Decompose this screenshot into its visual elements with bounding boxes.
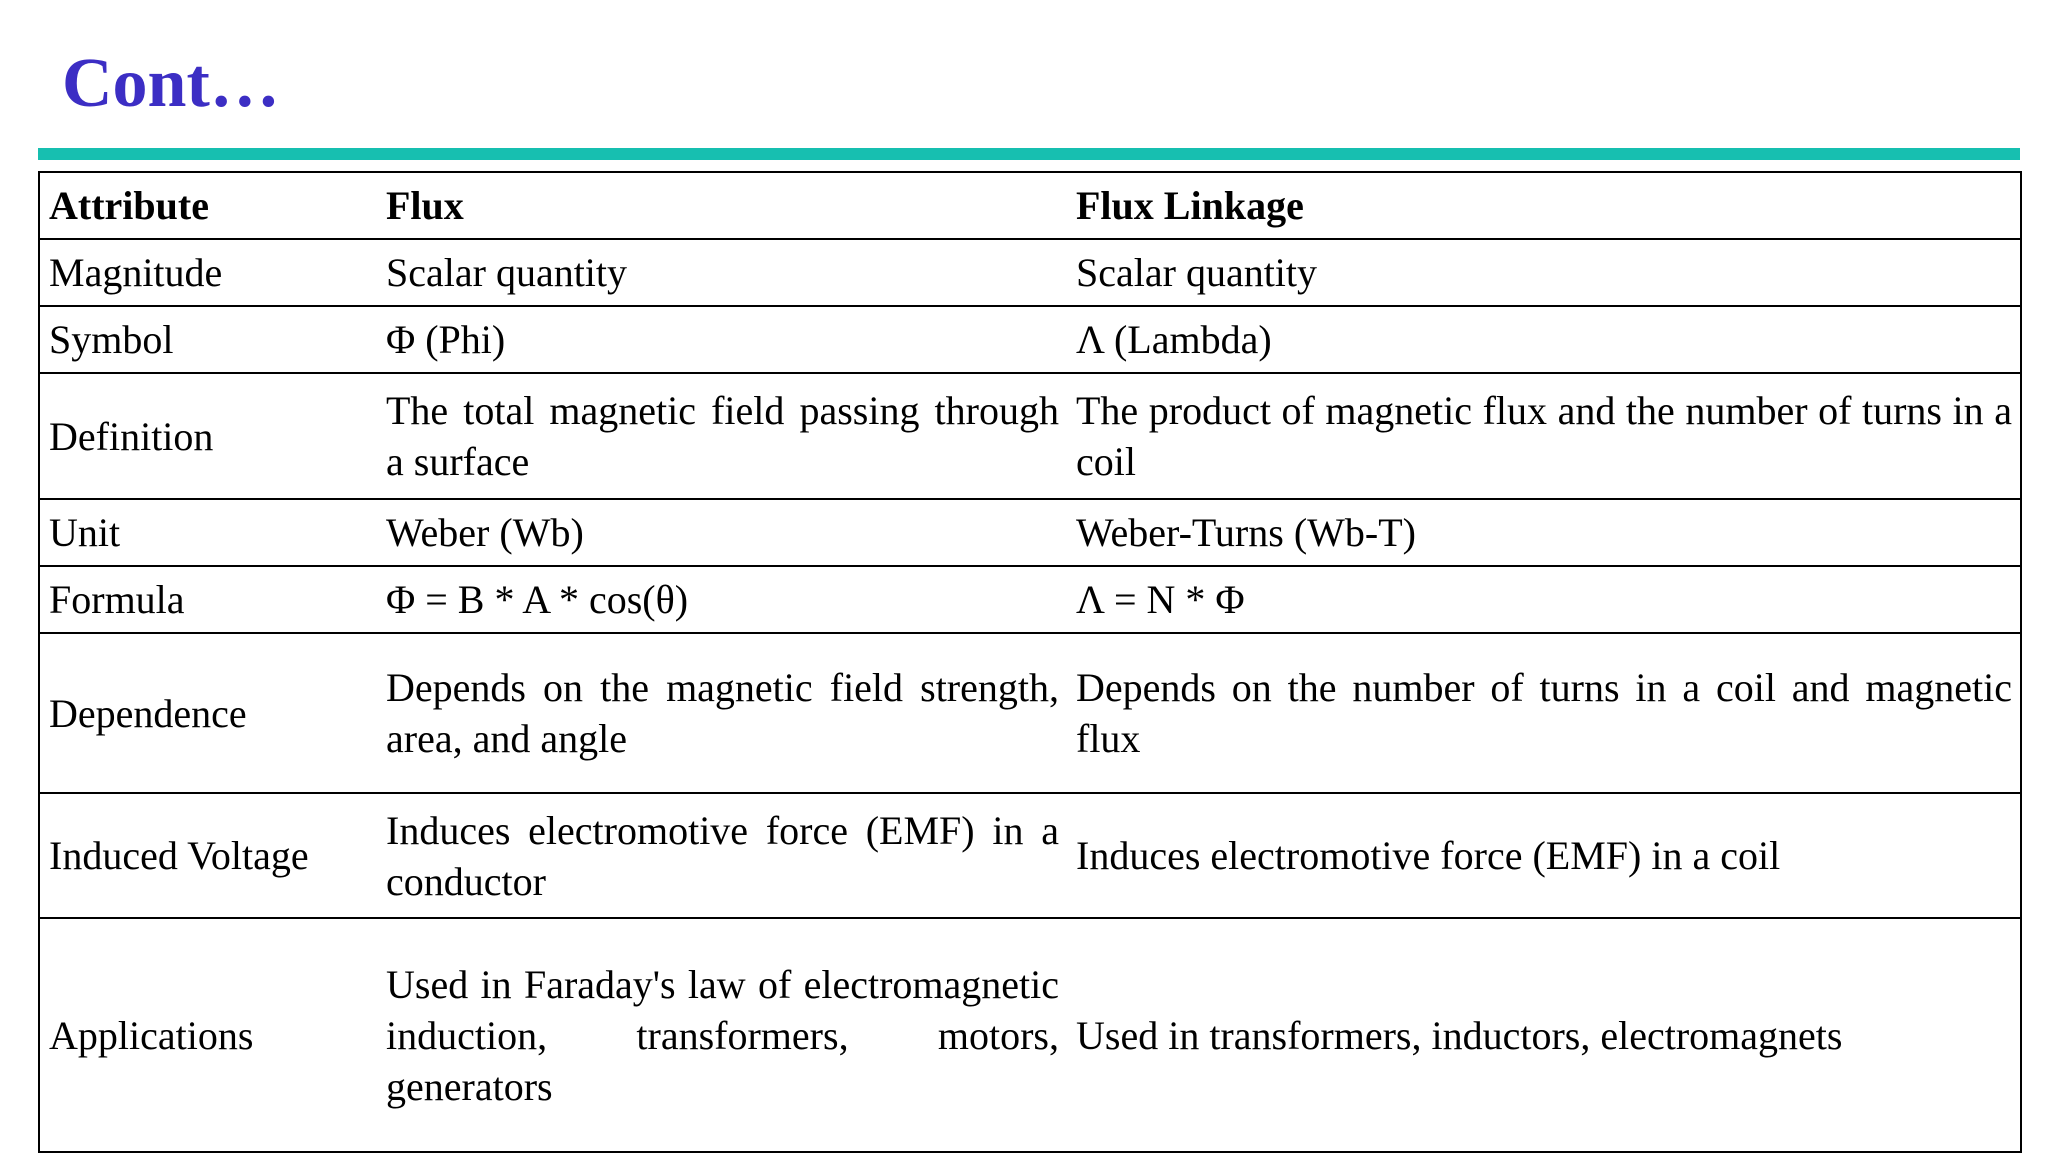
header-cell-flux: Flux [377,172,1067,239]
flux-linkage-cell: Scalar quantity [1067,239,2021,306]
flux-linkage-cell: Induces electromotive force (EMF) in a coil [1067,793,2021,918]
header-cell-flux-linkage: Flux Linkage [1067,172,2021,239]
flux-cell: Depends on the magnetic field strength, area, and angle [377,633,1067,793]
attribute-cell: Unit [39,499,377,566]
table-row [39,306,2021,373]
table-header-row [39,172,2021,239]
attribute-cell: Definition [39,373,377,499]
flux-linkage-cell: Λ = N * Φ [1067,566,2021,633]
flux-linkage-cell: Λ (Lambda) [1067,306,2021,373]
table-row [39,239,2021,306]
flux-cell: Φ = B * A * cos(θ) [377,566,1067,633]
attribute-cell: Symbol [39,306,377,373]
table-row [39,918,2021,1152]
flux-cell: Scalar quantity [377,239,1067,306]
flux-cell: Weber (Wb) [377,499,1067,566]
flux-cell: The total magnetic field passing through a surface [377,373,1067,499]
flux-linkage-cell: Used in transformers, inductors, electromagnets [1067,918,2021,1152]
header-cell-attribute: Attribute [39,172,377,239]
attribute-cell: Induced Voltage [39,793,377,918]
flux-cell: Induces electromotive force (EMF) in a conductor [377,793,1067,918]
slide-title: Cont… [62,45,280,122]
attribute-cell: Applications [39,918,377,1152]
table-row [39,499,2021,566]
flux-cell: Used in Faraday's law of electromagnetic induction, transformers, motors, generators [377,918,1067,1152]
table-row [39,633,2021,793]
flux-cell: Φ (Phi) [377,306,1067,373]
flux-linkage-cell: Depends on the number of turns in a coil and magnetic flux [1067,633,2021,793]
title-divider [38,148,2020,160]
attribute-cell: Magnitude [39,239,377,306]
flux-linkage-cell: Weber-Turns (Wb-T) [1067,499,2021,566]
table-row [39,793,2021,918]
flux-linkage-cell: The product of magnetic flux and the number of turns in a coil [1067,373,2021,499]
comparison-table [38,171,2022,1153]
attribute-cell: Dependence [39,633,377,793]
attribute-cell: Formula [39,566,377,633]
table-row [39,566,2021,633]
table-row [39,373,2021,499]
